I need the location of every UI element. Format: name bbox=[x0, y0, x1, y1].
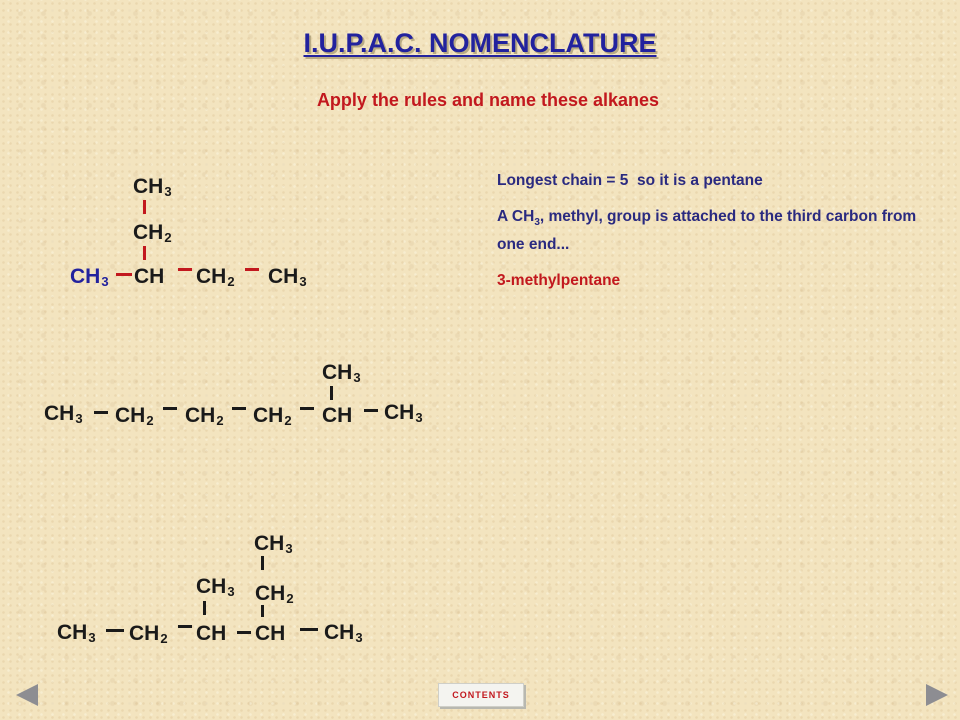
m2-ch2-a: $CH_2$ bbox=[115, 404, 154, 428]
m1-branch-ch3: $CH_3$ bbox=[133, 175, 172, 199]
m3-ch3-right: $CH_3$ bbox=[324, 621, 363, 645]
m2-bond-h1 bbox=[94, 411, 108, 414]
m1-ch3-right: $CH_3$ bbox=[268, 265, 307, 289]
m2-ch2-c: $CH_2$ bbox=[253, 404, 292, 428]
m2-bond-h5 bbox=[364, 409, 378, 412]
m3-top-ch3: $CH_3$ bbox=[254, 532, 293, 556]
m3-bond-v2 bbox=[203, 601, 206, 615]
m2-bond-h4 bbox=[300, 407, 314, 410]
m3-ch-a: CH bbox=[196, 622, 227, 645]
m3-bond-h4 bbox=[300, 628, 318, 631]
m1-bond-v2 bbox=[143, 246, 146, 260]
m3-branch-ch2: $CH_2$ bbox=[255, 582, 294, 606]
page-subtitle: Apply the rules and name these alkanes bbox=[316, 90, 660, 110]
m1-bond-h2 bbox=[178, 268, 192, 271]
m1-bond-h1 bbox=[116, 273, 132, 276]
explanation-methyl-position: A $CH_3$, methyl, group is attached to the third carbon from one end... bbox=[497, 208, 917, 254]
m1-bond-h3 bbox=[245, 268, 259, 271]
m2-ch3-right: $CH_3$ bbox=[384, 401, 423, 425]
previous-slide-arrow-icon[interactable] bbox=[16, 684, 38, 706]
m1-bond-v1 bbox=[143, 200, 146, 214]
contents-button[interactable]: CONTENTS bbox=[438, 683, 524, 707]
m3-branch-ch3: $CH_3$ bbox=[196, 575, 235, 599]
page-title: I.U.P.A.C. NOMENCLATURE bbox=[303, 28, 657, 58]
m2-ch3-left: $CH_3$ bbox=[44, 402, 83, 426]
m3-ch2: $CH_2$ bbox=[129, 622, 168, 646]
m1-ch3-left: $CH_3$ bbox=[70, 265, 109, 289]
explanation-chain-length: Longest chain = 5 so it is a pentane bbox=[497, 172, 763, 189]
m2-ch2-b: $CH_2$ bbox=[185, 404, 224, 428]
m3-bond-h2 bbox=[178, 625, 192, 628]
m3-ch-b: CH bbox=[255, 622, 286, 645]
next-slide-arrow-icon[interactable] bbox=[926, 684, 948, 706]
m2-ch: CH bbox=[322, 404, 353, 427]
m1-branch-ch2: $CH_2$ bbox=[133, 221, 172, 245]
m2-bond-v1 bbox=[330, 386, 333, 400]
m2-bond-h3 bbox=[232, 407, 246, 410]
m2-branch-ch3: $CH_3$ bbox=[322, 361, 361, 385]
explanation-answer: 3-methylpentane bbox=[497, 272, 621, 289]
m3-ch3-left: $CH_3$ bbox=[57, 621, 96, 645]
m3-bond-v1 bbox=[261, 556, 264, 570]
m1-ch: CH bbox=[134, 265, 165, 288]
m2-bond-h2 bbox=[163, 407, 177, 410]
m3-bond-v3 bbox=[261, 605, 264, 617]
m3-bond-h3 bbox=[237, 631, 251, 634]
m1-ch2: $CH_2$ bbox=[196, 265, 235, 289]
m3-bond-h1 bbox=[106, 629, 124, 632]
